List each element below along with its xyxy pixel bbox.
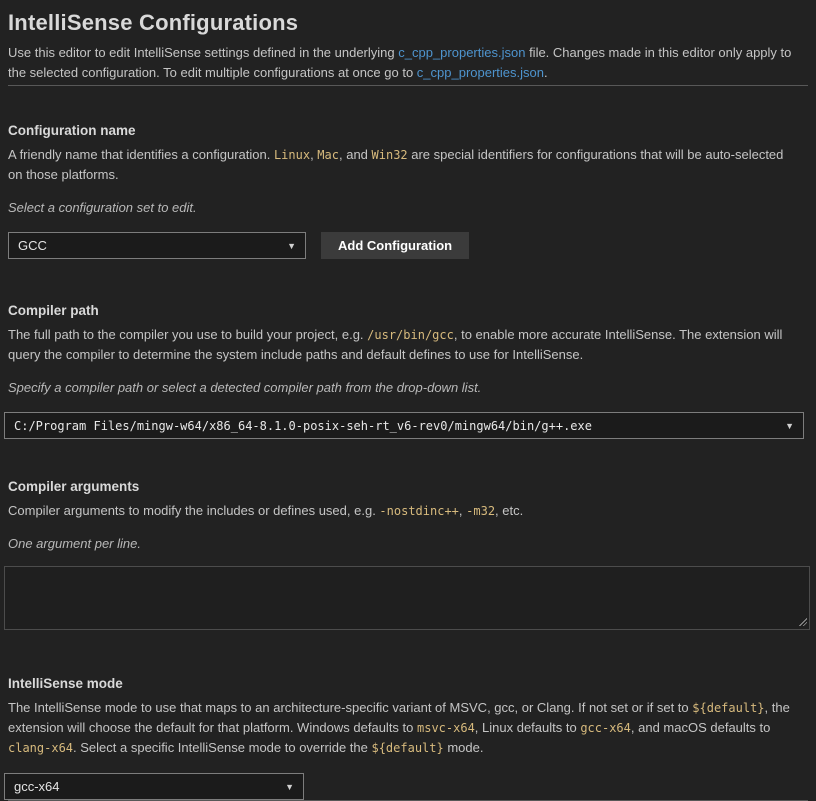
compiler-path-select[interactable] <box>4 412 804 439</box>
top-divider <box>8 85 808 86</box>
cpp-properties-link-2[interactable]: c_cpp_properties.json <box>416 65 544 80</box>
intellisense-mode-description <box>8 698 798 758</box>
code-m32: -m32 <box>466 504 496 518</box>
section-compiler-arguments <box>8 479 808 630</box>
intro-text-part3: . <box>544 65 548 80</box>
intellisense-mode-heading: IntelliSense mode <box>8 676 123 691</box>
compiler-path-desc-part1: The full path to the compiler you use to build your project, e.g. <box>8 327 368 342</box>
compiler-path-desc-part2: , to enable more accurate IntelliSense. The extension will query the compiler to determine the system include paths and default defines to use for IntelliSense. <box>8 327 783 362</box>
compiler-args-sep1: , <box>458 503 467 518</box>
chevron-down-icon: ▼ <box>285 781 294 792</box>
intro-text-part2: file. Changes made in this editor only apply to the selected configuration. To edit multiple configurations at once go to <box>8 45 792 80</box>
code-msvc-x64: msvc-x64 <box>417 721 475 735</box>
is-mode-desc-part3: , Linux defaults to <box>474 720 581 735</box>
compiler-args-desc-part1: Compiler arguments to modify the includes or defines used, e.g. <box>8 503 380 518</box>
intro-text-part1: Use this editor to edit IntelliSense settings defined in the underlying <box>8 45 399 60</box>
is-mode-desc-part6: mode. <box>443 740 484 755</box>
code-nostdinc: -nostdinc++ <box>379 504 459 518</box>
config-desc-sep2: , and <box>338 147 372 162</box>
configuration-select[interactable] <box>8 232 306 259</box>
config-desc-part2: are special identifiers for configurations that will be auto-selected on those platforms. <box>8 147 784 182</box>
configuration-controls-row <box>8 232 808 259</box>
code-win32: Win32 <box>371 148 408 162</box>
code-default-2: ${default} <box>371 741 444 755</box>
compiler-arguments-hint: One argument per line. <box>8 536 141 551</box>
intellisense-mode-select[interactable] <box>4 773 304 800</box>
chevron-down-icon: ▼ <box>287 240 296 251</box>
compiler-path-hint: Specify a compiler path or select a detected compiler path from the drop-down list. <box>8 380 482 395</box>
add-configuration-button[interactable]: Add Configuration <box>321 232 469 259</box>
section-configuration-name <box>8 123 808 259</box>
configuration-name-heading: Configuration name <box>8 123 136 138</box>
code-usr-bin-gcc: /usr/bin/gcc <box>367 328 454 342</box>
code-default-1: ${default} <box>692 701 765 715</box>
code-gcc-x64: gcc-x64 <box>580 721 631 735</box>
intro-text <box>8 43 798 83</box>
compiler-arguments-textarea-wrap <box>4 566 810 630</box>
config-desc-sep1: , <box>310 147 318 162</box>
config-desc-part1: A friendly name that identifies a configuration. <box>8 147 274 162</box>
configuration-select-value: GCC <box>18 238 47 253</box>
code-clang-x64: clang-x64 <box>8 741 74 755</box>
compiler-arguments-description <box>8 501 798 521</box>
section-compiler-path <box>8 303 808 439</box>
compiler-arguments-heading: Compiler arguments <box>8 479 140 494</box>
is-mode-desc-part1: The IntelliSense mode to use that maps to an architecture-specific variant of MSVC, gcc, or Clang. If not set or if set to <box>8 700 693 715</box>
cpp-properties-link-1[interactable]: c_cpp_properties.json <box>398 45 526 60</box>
page-title: IntelliSense Configurations <box>8 10 299 35</box>
code-linux: Linux <box>273 148 311 162</box>
is-mode-desc-part5: . Select a specific IntelliSense mode to override the <box>73 740 372 755</box>
compiler-path-heading: Compiler path <box>8 303 99 318</box>
is-mode-desc-part2: , the extension will choose the default for that platform. Windows defaults to <box>8 700 790 735</box>
configuration-name-description <box>8 145 798 185</box>
compiler-path-select-value: C:/Program Files/mingw-w64/x86_64-8.1.0-posix-seh-rt_v6-rev0/mingw64/bin/g++.exe <box>14 418 592 433</box>
intellisense-mode-select-value: gcc-x64 <box>14 779 60 794</box>
compiler-arguments-input[interactable] <box>4 566 810 630</box>
compiler-args-desc-part2: , etc. <box>495 503 524 518</box>
is-mode-desc-part4: , and macOS defaults to <box>630 720 771 735</box>
section-intellisense-mode <box>8 676 808 800</box>
configuration-select-hint: Select a configuration set to edit. <box>8 200 197 215</box>
compiler-path-description <box>8 325 798 365</box>
code-mac: Mac <box>317 148 339 162</box>
chevron-down-icon: ▼ <box>785 420 794 431</box>
